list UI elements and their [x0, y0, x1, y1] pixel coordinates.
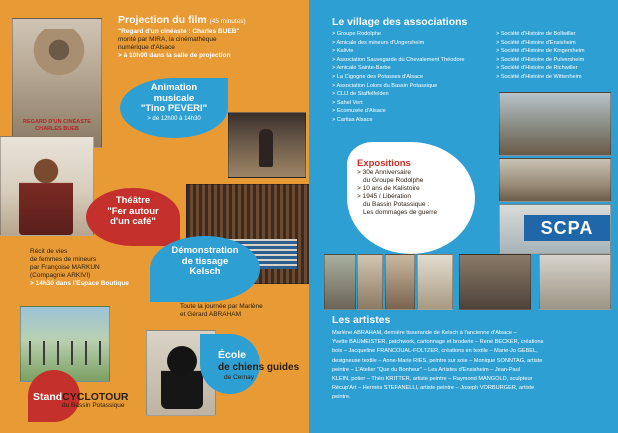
village-title: Le village des associations — [332, 16, 468, 28]
village-item: > Association Sauvegarde du Chevalement Théodore — [332, 56, 465, 63]
scpa-banner: SCPA — [524, 215, 610, 241]
village-item: > Kalivie — [332, 48, 354, 55]
animation-title2: musicale — [153, 92, 195, 104]
artistes-line: Yvette BAUMEISTER, patchwork, cartonnage et broderie – René BECKER, créations — [332, 339, 544, 346]
expo-line1b: du Groupe Rodolphe — [363, 177, 424, 184]
tissage-title3: Kelsch — [189, 266, 221, 277]
expo-line3a: > 1945 / Libération — [357, 193, 412, 200]
ecole-line2: de chiens guides — [218, 361, 300, 373]
association-photo-3 — [499, 204, 611, 254]
cyclotour-photo — [20, 306, 110, 382]
theatre-subtitle1: "Fer autour — [107, 205, 159, 217]
artistes-line: designeuse textile – Anne-Marie RIES, peintre sur soie – Monique SONNTAG, artiste — [332, 357, 543, 364]
village-item: > Caritas Alsace — [332, 116, 373, 123]
film-subtitle: "Regard d'un cinéaste : Charles BUEB" — [118, 28, 240, 35]
tissage-title2: de tissage — [181, 255, 229, 267]
tissage-desc2: et Gérard ABRAHAM — [180, 311, 242, 318]
theatre-desc2: de femmes de mineurs — [30, 256, 97, 263]
poster-caption: REGARD D'UN CINÉASTE CHARLES BUEB — [23, 119, 91, 132]
village-item: > Société d'Histoire de Bollwiller — [496, 31, 576, 37]
artist-photo-5 — [459, 254, 531, 310]
tissage-desc — [180, 303, 308, 319]
right-page — [309, 0, 618, 433]
tissage-title1: Démonstration — [171, 245, 239, 256]
film-line2: numérique d'Alsace — [118, 44, 175, 51]
artistes-line: peintre. — [332, 394, 351, 401]
expo-line2: > 10 ans de Kalistoire — [357, 185, 420, 192]
artistes-line: Récup'Art – Hermès STEFANELLI, artiste peintre – Joseph VORBURGER, artiste — [332, 385, 535, 392]
animation-title: Animation — [150, 82, 198, 93]
ecole-sub: de Cernay — [224, 374, 254, 381]
ecole-line1: École — [218, 349, 247, 361]
film-title: Projection du film — [118, 14, 207, 26]
animation-name: "Tino PEVERI" — [140, 103, 208, 114]
village-item: > Amicale des mineurs d'Ungersheim — [332, 39, 425, 46]
village-item: > Sahel Vert — [332, 99, 363, 106]
village-item: > Amicale Sainte-Barbe — [332, 65, 391, 72]
tissage-desc1: Toute la journée par Marlène — [180, 303, 263, 310]
village-item: > Société d'Histoire de Wittenheim — [496, 73, 582, 80]
association-photo-2 — [499, 158, 611, 202]
film-block — [118, 14, 303, 60]
village-item: > Société d'Histoire de Richwiller — [496, 65, 578, 72]
theatre-title: Théâtre — [115, 195, 151, 206]
expositions-title: Expositions — [357, 158, 411, 169]
actress-figure — [19, 153, 73, 235]
animation-time: > de 12h00 à 14h30 — [147, 115, 201, 122]
film-duration: (45 minutes) — [209, 18, 246, 25]
village-item: > Société d'Histoire d'Ensisheim — [496, 39, 576, 46]
artist-photo-3 — [385, 254, 415, 310]
expo-line1a: > 30e Anniversaire — [357, 169, 412, 176]
village-col1 — [332, 30, 465, 125]
film-line1: monté par MIRA, la cinémathèque — [118, 36, 217, 43]
concert-photo — [228, 112, 306, 178]
village-item: > Société d'Histoire de Pulversheim — [496, 56, 585, 63]
expo-line3c: Les dommages de guerre — [363, 209, 438, 216]
theatre-desc4: (Compagnie ARKIVI) — [30, 272, 91, 279]
film-time: > à 10h00 dans la salle de projection — [118, 52, 231, 59]
village-col2 — [496, 30, 585, 82]
theatre-block — [86, 196, 180, 228]
association-photo-1 — [499, 92, 611, 156]
bikes — [29, 341, 101, 365]
artistes-line: peintre – L'Atelier "Que du Bonheur" – Les Artistes d'Ensisheim – Jean-Paul — [332, 366, 521, 373]
theatre-photo — [0, 136, 94, 236]
animation-block — [120, 83, 228, 124]
tissage-block — [150, 246, 260, 278]
village-item: > La Cigogne des Potasses d'Alsace — [332, 73, 424, 80]
stand-word: Stand — [33, 391, 63, 403]
stand-name: CYCLOTOUR — [62, 391, 129, 403]
dog-figure — [161, 345, 203, 409]
stand-sub: du Bassin Potassique — [62, 402, 125, 409]
village-item: > Association Lolors du Bassin Potassique — [332, 82, 438, 89]
village-item: > Ecomusée d'Alsace — [332, 108, 386, 115]
artist-photo-2 — [357, 254, 383, 310]
artistes-line: KLEIN, potier – Théo KRITTER, artiste peintre – Raymond MANGOLD, sculpteur — [332, 376, 533, 383]
theatre-time: > 14h30 dans l'Espace Boutique — [30, 280, 129, 287]
village-item: > Groupe Rodolphe — [332, 31, 381, 37]
theatre-subtitle2: d'un café" — [110, 216, 156, 227]
concert-figure — [259, 129, 273, 167]
artistes-text — [332, 329, 614, 403]
film-poster-photo — [12, 18, 102, 148]
expositions-block — [357, 158, 472, 217]
artistes-line: bois – Jacqueline FRANCOUAL-FOLTZER, créations en textile – Marie-Jo GEBEL, — [332, 348, 538, 355]
village-item: > Société d'Histoire de Kingersheim — [496, 48, 585, 55]
poster-figure — [33, 29, 85, 99]
artist-photo-1 — [324, 254, 356, 310]
expo-line3b: du Bassin Potassique : — [363, 201, 430, 208]
theatre-desc1: Récit de vies — [30, 248, 68, 255]
ecole-block — [218, 350, 308, 382]
artistes-title: Les artistes — [332, 314, 391, 326]
artistes-line: Marlène ABRAHAM, dernière tisserande de Kelsch à l'ancienne d'Alsace – — [332, 330, 517, 336]
theatre-desc3: par Françoise MARKUN — [30, 264, 100, 271]
artist-photo-4 — [417, 254, 453, 310]
village-item: > CLIJ de Staffelfelden — [332, 91, 389, 98]
artist-photo-6 — [539, 254, 611, 310]
